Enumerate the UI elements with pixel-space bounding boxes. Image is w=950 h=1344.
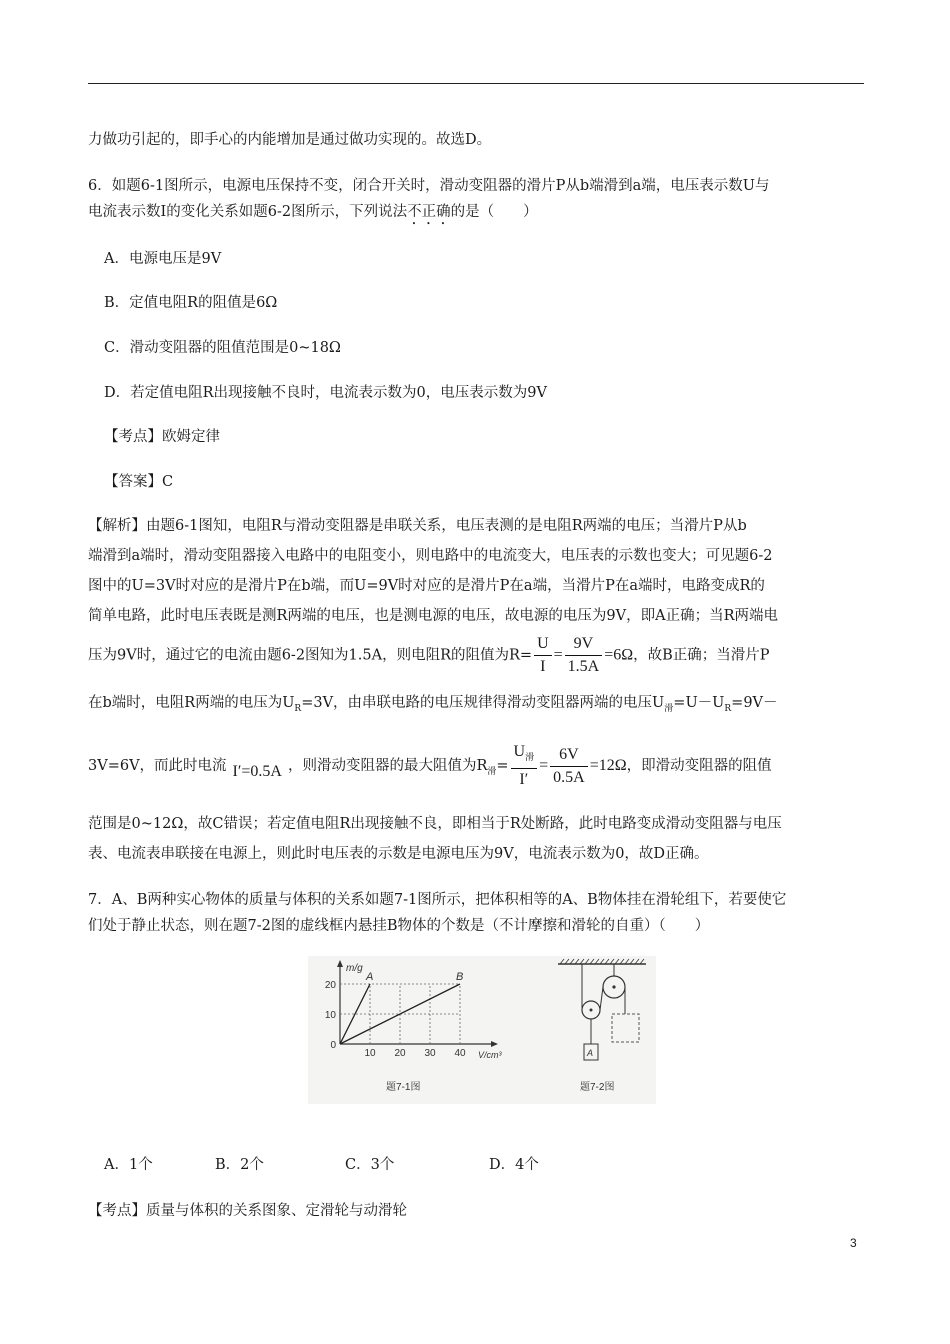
fraction-9v-over-1-5a: $\frac{9V}{1.5A}$ bbox=[565, 634, 603, 677]
analysis-line-5 bbox=[88, 634, 770, 677]
analysis-text: 压为9V时，通过它的电流由题6-2图知为1.5A，则电阻R的阻值为R= bbox=[88, 647, 533, 664]
analysis-line-6: 在b端时，电阻R两端的电压为$U_R=3V$，由串联电路的电压规律得滑动变阻器两端的电压$U_滑=U-U_R=9V-$ bbox=[88, 695, 778, 714]
ceiling-hatch bbox=[560, 959, 644, 964]
caption-7-1: 题7-1图 bbox=[386, 1082, 421, 1093]
analysis-line-1: 【解析】由题6-1图知，电阻R与滑动变阻器是串联关系，电压表测的是电阻R两端的电压；当滑片P从b bbox=[88, 518, 747, 534]
hatch-line bbox=[580, 959, 584, 964]
pulley-diagram bbox=[558, 959, 646, 1093]
option-b: B．定值电阻R的阻值是6Ω bbox=[104, 295, 278, 311]
question-7-figure bbox=[308, 956, 656, 1104]
current-value: I′=0.5A bbox=[232, 763, 282, 781]
dashed-frame bbox=[612, 1014, 639, 1042]
x-tick-label: 10 bbox=[364, 1048, 376, 1059]
series-label-a: A bbox=[366, 971, 374, 983]
option-c: C．滑动变阻器的阻值范围是0~18Ω bbox=[104, 340, 341, 356]
x-tick-labels bbox=[364, 1048, 466, 1059]
question-6-line-1: 6．如题6-1图所示，电源电压保持不变，闭合开关时，滑动变阻器的滑片P从b端滑到a端，电压表示数U与 bbox=[88, 178, 770, 194]
fraction-u-slide-over-i: $\frac{U_滑}{I'}$ bbox=[511, 742, 538, 790]
hatch-line bbox=[625, 959, 629, 964]
equals-sign: = bbox=[553, 646, 563, 664]
emphasis-text: 不正确 bbox=[407, 204, 451, 220]
analysis-line-2: 端滑到a端时，滑动变阻器接入电路中的电阻变小，则电路中的电流变大，电压表的示数也变大；可见题6-2 bbox=[88, 548, 773, 564]
hatch-line bbox=[585, 959, 589, 964]
hatch-line bbox=[560, 959, 564, 964]
x-tick-label: 30 bbox=[424, 1048, 436, 1059]
fixed-pulley-axle bbox=[612, 985, 615, 988]
hatch-line bbox=[630, 959, 634, 964]
analysis-line-4: 简单电路，此时电压表既是测R两端的电压，也是测电源的电压，故电源的电压为9V，即A正确；当R两端电 bbox=[88, 608, 778, 624]
q7-option-d: D．4个 bbox=[489, 1157, 539, 1173]
hatch-line bbox=[595, 959, 599, 964]
x-tick-label: 40 bbox=[454, 1048, 466, 1059]
y-tick-labels bbox=[325, 980, 337, 1051]
object-a-label: A bbox=[587, 1048, 594, 1058]
x-axis-label: V/cm³ bbox=[478, 1050, 502, 1060]
q7-option-b: B．2个 bbox=[215, 1157, 264, 1173]
analysis-line-9: 表、电流表串联接在电源上，则此时电压表的示数是电源电压为9V，电流表示数为0，故D正确。 bbox=[88, 846, 709, 862]
hatch-line bbox=[570, 959, 574, 964]
page-number: 3 bbox=[850, 1236, 857, 1250]
series-label-b: B bbox=[456, 971, 464, 983]
y-axis-label: m/g bbox=[346, 963, 363, 974]
header-rule bbox=[88, 83, 864, 84]
hatch-line bbox=[590, 959, 594, 964]
result-value: =6Ω bbox=[604, 646, 634, 664]
option-d: D．若定值电阻R出现接触不良时，电流表示数为0，电压表示数为9V bbox=[104, 385, 547, 401]
analysis-line-3: 图中的U=3V时对应的是滑片P在b端，而U=9V时对应的是滑片P在a端，当滑片P在a端时，电路变成R的 bbox=[88, 578, 765, 594]
x-tick-label: 20 bbox=[394, 1048, 406, 1059]
text-line: 力做功引起的，即手心的内能增加是通过做功实现的。故选D。 bbox=[88, 132, 492, 148]
option-a: A．电源电压是9V bbox=[104, 251, 222, 267]
hatch-line bbox=[635, 959, 639, 964]
kaodian-7: 【考点】质量与体积的关系图象、定滑轮与动滑轮 bbox=[88, 1203, 407, 1219]
movable-pulley-axle bbox=[590, 1009, 593, 1012]
hatch-line bbox=[620, 959, 624, 964]
question-6-tail: 的是（ ） bbox=[450, 204, 538, 220]
hatch-line bbox=[640, 959, 644, 964]
hatch-line bbox=[615, 959, 619, 964]
analysis-line-7: 3V=6V，而此时电流 I′=0.5A ，则滑动变阻器的最大阻值为$R_滑=$ $\frac{U_滑}{I'}$ = $\frac{6V}{0.5A}$ =12Ω，即滑动变阻器的阻值 bbox=[88, 743, 772, 789]
question-7-line-1: 7．A、B两种实心物体的质量与体积的关系如题7-1图所示，把体积相等的A、B物体挂在滑轮组下，若要使它 bbox=[88, 892, 787, 908]
answer-6: 【答案】C bbox=[104, 474, 174, 490]
figure-svg bbox=[308, 956, 656, 1104]
analysis-line-8: 范围是0~12Ω，故C错误；若定值电阻R出现接触不良，即相当于R处断路，此时电路变成滑动变阻器与电压 bbox=[88, 816, 782, 832]
q7-option-a: A．1个 bbox=[104, 1157, 153, 1173]
rope-middle bbox=[600, 987, 603, 1010]
hatch-line bbox=[605, 959, 609, 964]
caption-7-2: 题7-2图 bbox=[580, 1082, 615, 1093]
y-tick-label: 20 bbox=[324, 980, 336, 991]
hatch-line bbox=[565, 959, 569, 964]
hatch-line bbox=[600, 959, 604, 964]
kaodian-6: 【考点】欧姆定律 bbox=[104, 429, 220, 445]
y-tick-label: 10 bbox=[324, 1010, 336, 1021]
analysis-text: ，故B正确；当滑片P bbox=[633, 647, 770, 664]
x-axis-arrow bbox=[491, 1041, 498, 1047]
y-axis-arrow bbox=[337, 960, 343, 967]
question-6-text: 电流表示数I的变化关系如题6-2图所示，下列说法 bbox=[88, 204, 408, 220]
fraction-u-over-i: $\frac{U}{I}$ bbox=[534, 634, 552, 677]
question-7-line-2: 们处于静止状态，则在题7-2图的虚线框内悬挂B物体的个数是（不计摩擦和滑轮的自重）（ ） bbox=[88, 918, 710, 934]
question-6-line-2 bbox=[88, 200, 538, 228]
hatch-line bbox=[610, 959, 614, 964]
y-tick-label: 0 bbox=[330, 1040, 336, 1051]
q7-option-c: C．3个 bbox=[345, 1157, 395, 1173]
hatch-line bbox=[575, 959, 579, 964]
fraction-6v-over-0-5a: $\frac{6V}{0.5A}$ bbox=[550, 745, 588, 788]
mass-volume-graph bbox=[325, 960, 503, 1093]
